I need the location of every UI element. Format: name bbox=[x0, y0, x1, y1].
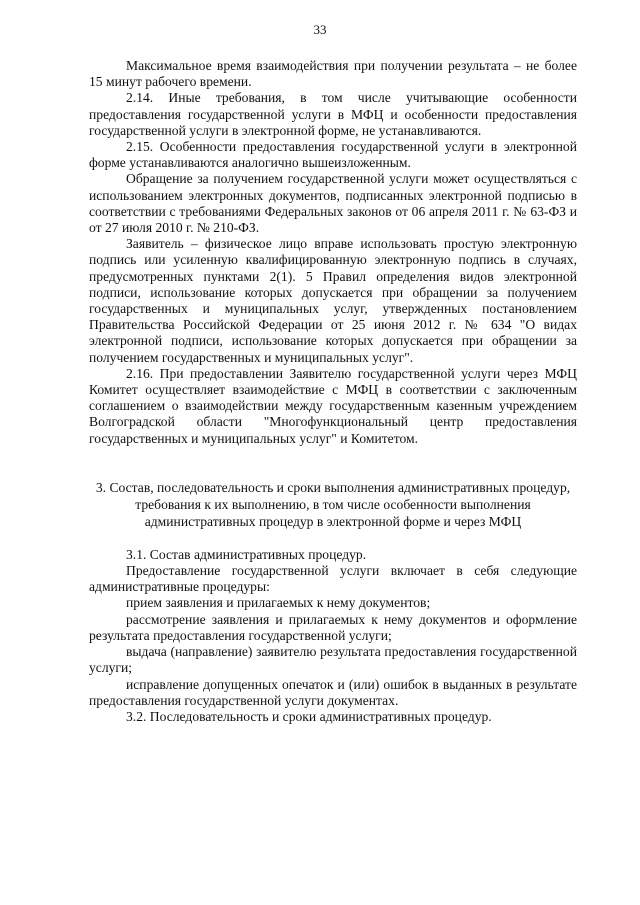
paragraph-electronic-documents: Обращение за получением государственной услуги может осуществляться с использованием электронных документов, подписанных электронной подписью в соответствии с требованиями Федеральных законов от 06 апреля 2011 г. № 63-ФЗ и от 27 июля 2010 г. № 210-ФЗ. bbox=[89, 171, 577, 236]
section-title: 3. Состав, последовательность и сроки выполнения административных процедур, требования к их выполнению, в том числе особенности выполнения административных процедур в электронной форме и через МФЦ bbox=[95, 479, 571, 529]
paragraph-2-15: 2.15. Особенности предоставления государственной услуги в электронной форме устанавливаются аналогично вышеизложенным. bbox=[89, 139, 577, 171]
list-item-corrections: исправление допущенных опечаток и (или) ошибок в выданных в результате предоставления государственной услуги документах. bbox=[89, 676, 577, 708]
paragraph-max-time: Максимальное время взаимодействия при получении результата – не более 15 минут рабочего времени. bbox=[89, 58, 577, 90]
paragraph-applicant-signature: Заявитель – физическое лицо вправе использовать простую электронную подпись или усиленную квалифицированную электронную подпись в случаях, предусмотренных пунктами 2(1). 5 Правил определения видов электронной подписи, использование которых допускается при обращении за получением государственных и муниципальных услуг, утвержденных постановлением Правительства Российской Федерации от 25 июня 2012 г. № 634 "О видах электронной подписи, использование которых допускается при обращении за получением государственных и муниципальных услуг". bbox=[89, 236, 577, 365]
paragraph-2-14: 2.14. Иные требования, в том числе учитывающие особенности предоставления государственной услуги в МФЦ и особенности предоставления государственной услуги в электронной форме, не устанавливаются. bbox=[89, 90, 577, 138]
page-number: 33 bbox=[313, 22, 327, 37]
paragraph-3-2: 3.2. Последовательность и сроки административных процедур. bbox=[126, 708, 492, 724]
paragraph-procedures-intro: Предоставление государственной услуги включает в себя следующие административные процедуры: bbox=[89, 563, 577, 595]
list-item-review: рассмотрение заявления и прилагаемых к нему документов и оформление результата предоставления государственной услуги; bbox=[89, 611, 577, 643]
paragraph-3-1: 3.1. Состав административных процедур. bbox=[126, 546, 367, 562]
paragraph-2-16: 2.16. При предоставлении Заявителю государственной услуги через МФЦ Комитет осуществляет взаимодействие с МФЦ в соответствии с заключенным соглашением о взаимодействии между государственным казенным учреждением Волгоградской области "Многофункциональный центр предоставления государственных и муниципальных услуг" и Комитетом. bbox=[89, 365, 577, 446]
document-body bbox=[89, 58, 577, 725]
list-item-issue: выдача (направление) заявителю результата предоставления государственной услуги; bbox=[89, 644, 577, 676]
list-item-reception: прием заявления и прилагаемых к нему документов; bbox=[126, 595, 431, 611]
